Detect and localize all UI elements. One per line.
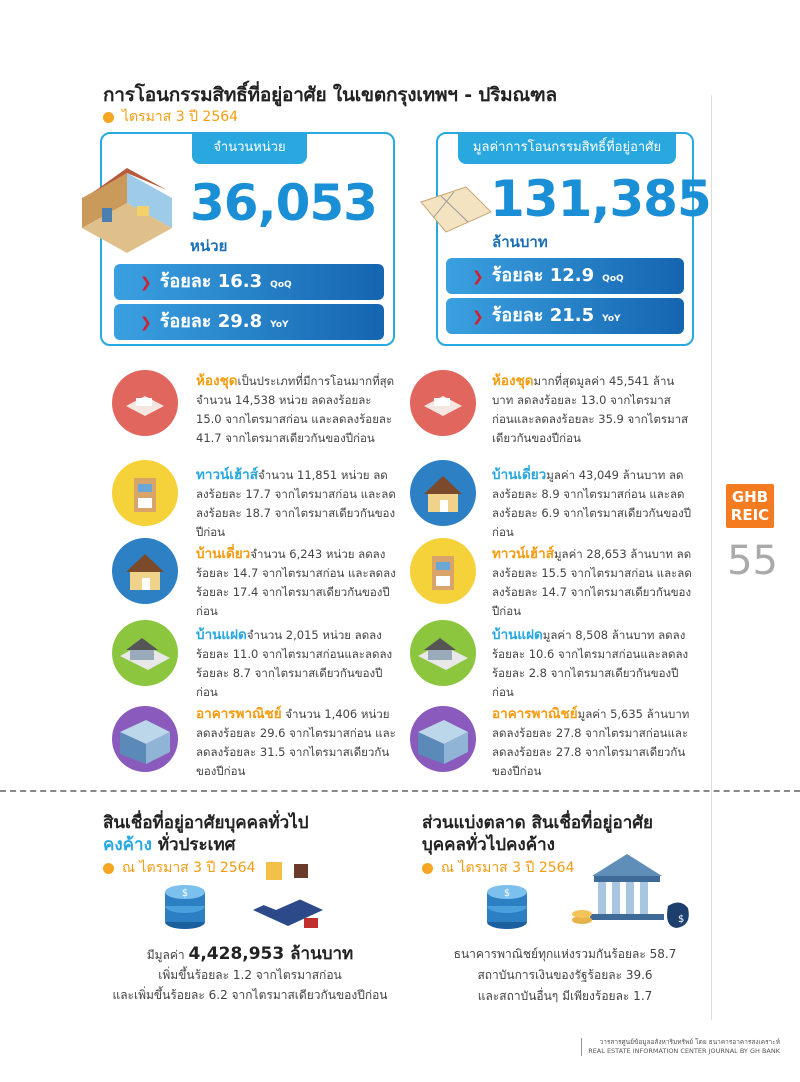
bullet-dot-icon: [422, 863, 433, 874]
item-text: จำนวน 1,406 หน่วย ลดลงร้อยละ 29.6 จากไตรมาสก่อน และลดลงร้อยละ 31.5 จากไตรมาสเดียวกันของปีก่อน: [196, 707, 396, 778]
chevron-down-icon: ❯: [472, 309, 484, 325]
loans-amount-prefix: มีมูลค่า: [146, 948, 189, 962]
value-amount: 131,385: [490, 170, 711, 228]
left-item-detached: [196, 545, 396, 621]
qoq-tag: QoQ: [602, 274, 624, 284]
value-unit: ล้านบาท: [492, 233, 548, 251]
loans-title-highlight: คงค้าง: [103, 835, 152, 855]
commercial-building-icon: [410, 706, 476, 772]
semi-detached-icon: [410, 620, 476, 686]
svg-text:$: $: [678, 914, 685, 925]
left-item-semi-detached: [196, 626, 396, 702]
vertical-divider: [711, 95, 712, 1020]
right-item-semi-detached: [492, 626, 692, 702]
item-text: มูลค่า 5,635 ล้านบาท ลดลงร้อยละ 27.8 จากไตรมาสก่อนและลดลงร้อยละ 27.8 จากไตรมาสเดียวกันของปีก่อน: [492, 707, 690, 778]
loans-title-line2: ทั่วประเทศ: [151, 835, 236, 855]
yoy-text: ร้อยละ: [159, 311, 212, 332]
loans-title: [103, 812, 309, 856]
item-text: มูลค่า 43,049 ล้านบาท ลดลงร้อยละ 8.9 จากไตรมาสก่อน และลดลงร้อยละ 6.9 จากไตรมาสเดียวกันของปีก่อน: [492, 468, 692, 539]
item-name: อาคารพาณิชย์: [492, 706, 578, 722]
units-value: 36,053: [190, 174, 377, 232]
footer-line2: REAL ESTATE INFORMATION CENTER JOURNAL BY GH BANK: [588, 1047, 780, 1055]
page-title: การโอนกรรมสิทธิ์ที่อยู่อาศัย ในเขตกรุงเทพฯ - ปริมณฑล: [103, 84, 557, 106]
item-text: มูลค่า 8,508 ล้านบาท ลดลงร้อยละ 10.6 จากไตรมาสก่อนและลดลงร้อยละ 2.8 จากไตรมาสเดียวกันของปีก่อน: [492, 628, 689, 699]
loans-line3: และเพิ่มขึ้นร้อยละ 6.2 จากไตรมาสเดียวกันของปีก่อน: [112, 988, 388, 1002]
yoy-value: 21.5: [549, 305, 595, 326]
right-item-detached: [492, 466, 692, 542]
loans-amount: 4,428,953: [188, 944, 285, 964]
market-share-line3: และสถาบันอื่นๆ มีเพียงร้อยละ 1.7: [477, 989, 653, 1003]
value-card-label: มูลค่าการโอนกรรมสิทธิ์ที่อยู่อาศัย: [458, 132, 676, 164]
chevron-down-icon: ❯: [472, 269, 484, 285]
logo-line1: GHB: [731, 488, 769, 506]
loans-period-text: ณ ไตรมาส 3 ปี 2564: [122, 860, 256, 876]
right-item-condo: [492, 372, 692, 448]
value-yoy-pill: [446, 298, 684, 334]
value-qoq-pill: [446, 258, 684, 294]
commercial-building-icon: [112, 706, 178, 772]
item-text: เป็นประเภทที่มีการโอนมากที่สุด จำนวน 14,538 หน่วย ลดลงร้อยละ 15.0 จากไตรมาสก่อน และลดลงร้อยละ 41.7 จากไตรมาสเดียวกันของปีก่อน: [196, 374, 395, 445]
units-qoq-pill: [114, 264, 384, 300]
item-text: จำนวน 6,243 หน่วย ลดลงร้อยละ 14.7 จากไตรมาสก่อน และลดลงร้อยละ 17.4 จากไตรมาสเดียวกันของปีก่อน: [196, 547, 396, 618]
loans-description: [100, 944, 400, 1005]
section-divider: [0, 790, 800, 792]
qoq-value: 16.3: [217, 271, 263, 292]
item-text: มูลค่า 28,653 ล้านบาท ลดลงร้อยละ 15.5 จากไตรมาสก่อน และลดลงร้อยละ 14.7 จากไตรมาสเดียวกันของปีก่อน: [492, 547, 692, 618]
ghb-reic-logo: [726, 484, 774, 528]
logo-line2: REIC: [730, 506, 770, 524]
bullet-dot-icon: [103, 112, 114, 123]
svg-text:$: $: [503, 888, 511, 899]
period-text: ไตรมาส 3 ปี 2564: [122, 109, 239, 125]
market-share-description: [440, 944, 690, 1007]
units-yoy-pill: [114, 304, 384, 340]
item-name: ทาวน์เฮ้าส์: [492, 546, 554, 562]
left-item-townhouse: [196, 466, 396, 542]
right-item-commercial: [492, 705, 692, 781]
yoy-tag: YoY: [602, 314, 621, 324]
item-name: บ้านเดี่ยว: [196, 546, 251, 562]
market-share-title-line2: บุคคลทั่วไปคงค้าง: [422, 835, 555, 855]
chevron-down-icon: ❯: [140, 315, 152, 331]
units-card-label: จำนวนหน่วย: [192, 132, 307, 164]
condo-icon: [112, 370, 178, 436]
right-item-townhouse: [492, 545, 692, 621]
detached-house-icon: [112, 538, 178, 604]
townhouse-icon: [410, 538, 476, 604]
qoq-text: ร้อยละ: [159, 271, 212, 292]
item-text: จำนวน 2,015 หน่วย ลดลงร้อยละ 11.0 จากไตรมาสก่อนและลดลงร้อยละ 8.7 จากไตรมาสเดียวกันของปีก่อน: [196, 628, 393, 699]
loans-amount-unit: ล้านบาท: [284, 944, 354, 964]
coin-stack-icon: [482, 878, 532, 932]
yoy-text: ร้อยละ: [491, 305, 544, 326]
market-share-line1: ธนาคารพาณิชย์ทุกแห่งรวมกันร้อยละ 58.7: [453, 947, 677, 961]
footer-line1: วารสารศูนย์ข้อมูลอสังหาริมทรัพย์ โดย ธนาคารอาคารสงเคราะห์: [599, 1038, 780, 1046]
item-name: ห้องชุด: [196, 373, 238, 389]
item-name: บ้านแฝด: [492, 627, 543, 643]
item-name: ห้องชุด: [492, 373, 534, 389]
qoq-value: 12.9: [549, 265, 595, 286]
semi-detached-icon: [112, 620, 178, 686]
left-item-condo: [196, 372, 396, 448]
bank-building-icon: [572, 846, 692, 934]
qoq-text: ร้อยละ: [491, 265, 544, 286]
qoq-tag: QoQ: [270, 280, 292, 290]
item-name: บ้านแฝด: [196, 627, 247, 643]
market-share-line2: สถาบันการเงินของรัฐร้อยละ 39.6: [477, 968, 653, 982]
floor-plan-icon: [416, 182, 496, 242]
item-name: อาคารพาณิชย์: [196, 706, 282, 722]
loans-period: [103, 857, 256, 879]
page-number: 55: [727, 538, 778, 584]
units-unit: หน่วย: [190, 237, 228, 255]
value-card: [436, 132, 711, 346]
house-interior-icon: [72, 168, 182, 268]
svg-text:$: $: [181, 888, 189, 899]
market-share-period: [422, 857, 575, 879]
loans-title-line1: สินเชื่อที่อยู่อาศัยบุคคลทั่วไป: [103, 813, 309, 833]
bullet-dot-icon: [103, 863, 114, 874]
market-share-title-line1: ส่วนแบ่งตลาด สินเชื่อที่อยู่อาศัย: [422, 813, 653, 833]
loans-line2: เพิ่มขึ้นร้อยละ 1.2 จากไตรมาสก่อน: [158, 968, 342, 982]
units-card: [100, 132, 395, 346]
yoy-value: 29.8: [217, 311, 263, 332]
detached-house-icon: [410, 460, 476, 526]
item-name: บ้านเดี่ยว: [492, 467, 547, 483]
bedroom-icon: [248, 862, 328, 937]
coin-stack-icon: [160, 878, 210, 932]
condo-icon: [410, 370, 476, 436]
chevron-down-icon: ❯: [140, 275, 152, 291]
item-text: มากที่สุดมูลค่า 45,541 ล้านบาท ลดลงร้อยละ 13.0 จากไตรมาสก่อนและลดลงร้อยละ 35.9 จากไตรมาสเดียวกันของปีก่อน: [492, 374, 689, 445]
item-text: จำนวน 11,851 หน่วย ลดลงร้อยละ 17.7 จากไตรมาสก่อน และลดลงร้อยละ 18.7 จากไตรมาสเดียวกันของปีก่อน: [196, 468, 396, 539]
market-share-period-text: ณ ไตรมาส 3 ปี 2564: [441, 860, 575, 876]
item-name: ทาวน์เฮ้าส์: [196, 467, 258, 483]
yoy-tag: YoY: [270, 320, 289, 330]
period-label: [103, 106, 238, 128]
footer-credit: [581, 1038, 780, 1056]
townhouse-icon: [112, 460, 178, 526]
left-item-commercial: [196, 705, 396, 781]
